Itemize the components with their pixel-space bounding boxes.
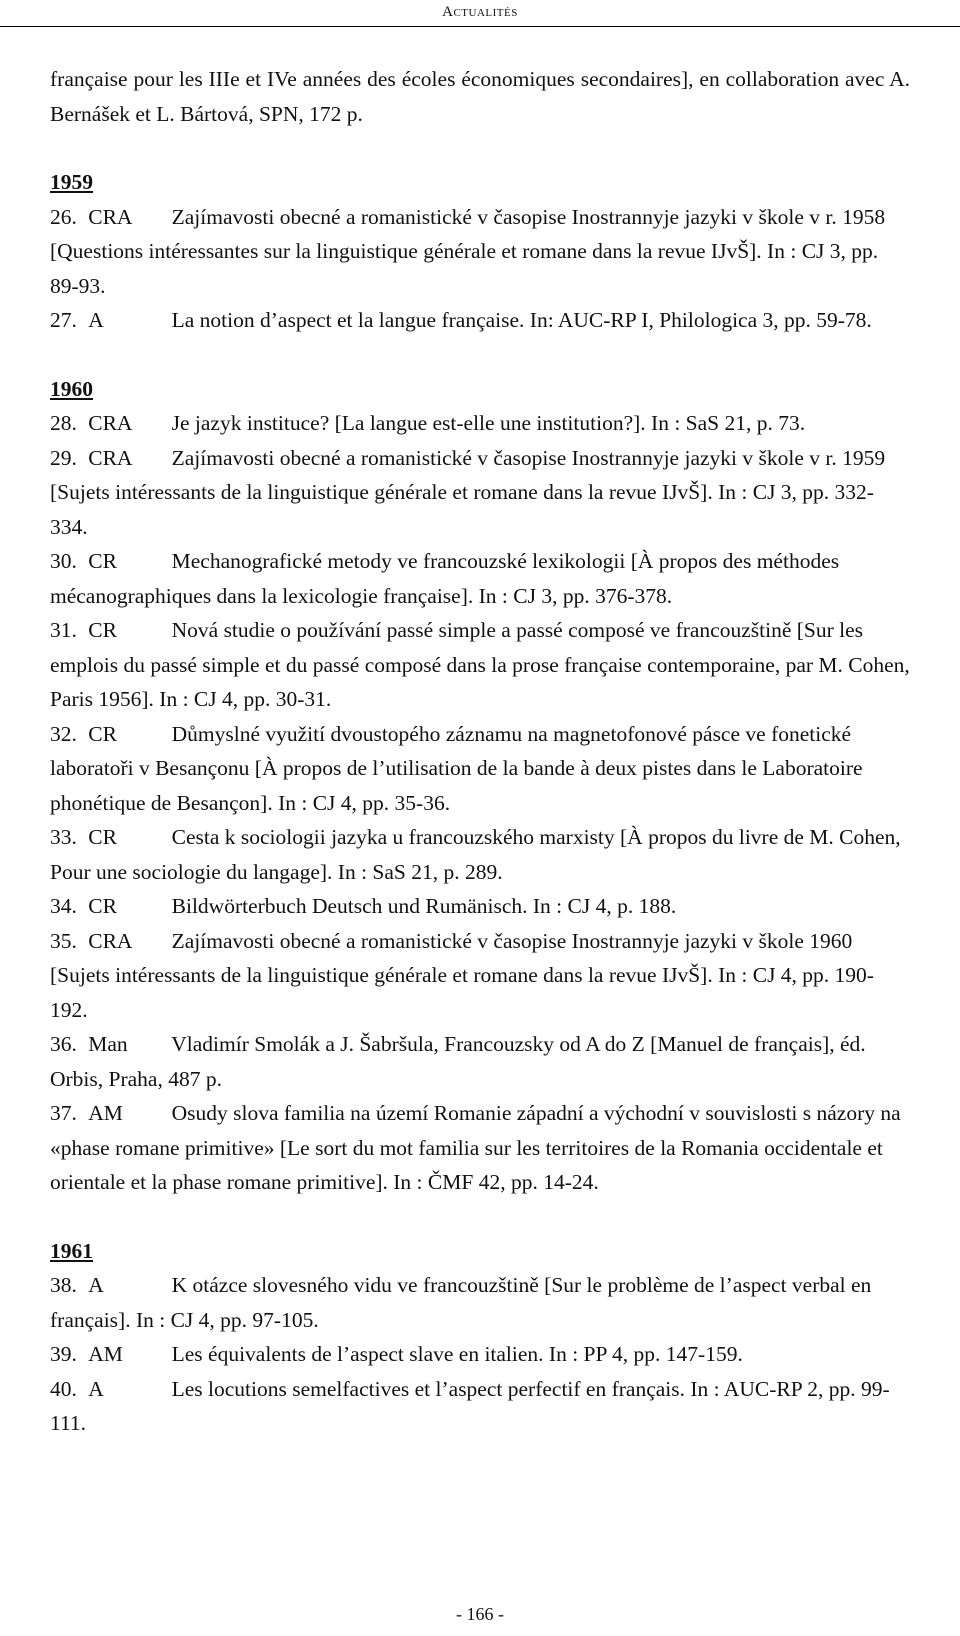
bibliography-entry bbox=[50, 613, 910, 717]
page-number: - 166 - bbox=[456, 1604, 504, 1624]
bibliography-entry bbox=[50, 1337, 910, 1372]
entry-code: CR bbox=[88, 825, 117, 849]
entry-text: Mechanografické metody ve francouzské lexikologii [À propos des méthodes mécanographiques dans la lexicologie française]. In : CJ 3, pp. 376-378. bbox=[50, 549, 840, 608]
year-heading: 1959 bbox=[50, 170, 93, 194]
entry-text: Nová studie o používání passé simple a passé composé ve francouzštině [Sur les emplois du passé simple et du passé composé dans la prose française contemporaine, par M. Cohen, Paris 1956]. In : CJ 4, pp. 30-31. bbox=[50, 618, 910, 711]
entry-number: 36. bbox=[50, 1032, 77, 1056]
bibliography-entry bbox=[50, 1027, 910, 1096]
entry-number: 29. bbox=[50, 445, 77, 470]
bibliography-entry bbox=[50, 1096, 910, 1200]
entry-number: 27. bbox=[50, 308, 77, 332]
bibliography-entry bbox=[50, 544, 910, 613]
entry-text: Vladimír Smolák a J. Šabršula, Francouzsky od A do Z [Manuel de français], éd. Orbis, Praha, 487 p. bbox=[50, 1032, 866, 1091]
entry-code: CRA bbox=[88, 204, 133, 229]
entry-code: CR bbox=[88, 721, 117, 746]
entry-text: K otázce slovesného vidu ve francouzštině [Sur le problème de l’aspect verbal en français]. In : CJ 4, pp. 97-105. bbox=[50, 1273, 872, 1332]
entry-number: 33. bbox=[50, 825, 77, 849]
entry-number: 28. bbox=[50, 411, 77, 435]
entry-code: CR bbox=[88, 894, 117, 918]
entry-text: Zajímavosti obecné a romanistické v časopise Inostrannyje jazyki v škole v r. 1959 [Sujets intéressants de la linguistique générale et romane dans la revue IJvŠ]. In : CJ 3, pp. 332-334. bbox=[50, 445, 886, 539]
bibliography-entry bbox=[50, 1268, 910, 1337]
entry-text: Les équivalents de l’aspect slave en italien. In : PP 4, pp. 147-159. bbox=[171, 1342, 743, 1366]
entry-code: CRA bbox=[88, 411, 133, 435]
header-rule bbox=[0, 26, 960, 27]
entry-text: La notion d’aspect et la langue française. In: AUC-RP I, Philologica 3, pp. 59-78. bbox=[171, 308, 872, 332]
running-header: Actualités bbox=[442, 4, 518, 20]
entry-code: A bbox=[88, 308, 104, 332]
entry-text: Cesta k sociologii jazyka u francouzského marxisty [À propos du livre de M. Cohen, Pour une sociologie du langage]. In : SaS 21, p. 289. bbox=[50, 825, 901, 884]
entry-number: 35. bbox=[50, 928, 77, 953]
page-content bbox=[50, 62, 910, 1441]
year-heading: 1961 bbox=[50, 1238, 93, 1263]
bibliography-entry bbox=[50, 200, 910, 304]
entry-code: AM bbox=[88, 1342, 123, 1366]
entry-number: 38. bbox=[50, 1273, 77, 1297]
entry-text: Zajímavosti obecné a romanistické v časopise Inostrannyje jazyki v škole 1960 [Sujets intéressants de la linguistique générale et romane dans la revue IJvŠ]. In : CJ 4, pp. 190-192. bbox=[50, 928, 874, 1022]
entry-text: Důmyslné využití dvoustopého záznamu na magnetofonové pásce ve fonetické laboratoři v Besançonu [À propos de l’utilisation de la bande à deux pistes dans le Laboratoire phonétique de Besançon]. In : CJ 4, pp. 35-36. bbox=[50, 721, 863, 815]
bibliography-entry bbox=[50, 924, 910, 1028]
bibliography-entry bbox=[50, 1372, 910, 1441]
bibliography-entry bbox=[50, 441, 910, 545]
entry-text: Je jazyk instituce? [La langue est-elle une institution?]. In : SaS 21, p. 73. bbox=[171, 411, 806, 435]
entry-number: 32. bbox=[50, 721, 77, 746]
entry-number: 34. bbox=[50, 894, 77, 918]
bibliography-entry bbox=[50, 303, 910, 338]
entry-text: Les locutions semelfactives et l’aspect perfectif en français. In : AUC-RP 2, pp. 99-111. bbox=[50, 1376, 890, 1435]
entry-text: Bildwörterbuch Deutsch und Rumänisch. In : CJ 4, p. 188. bbox=[171, 894, 677, 918]
entry-number: 30. bbox=[50, 549, 77, 573]
entry-code: CRA bbox=[88, 928, 133, 953]
entry-number: 40. bbox=[50, 1376, 77, 1401]
entry-number: 37. bbox=[50, 1101, 77, 1125]
entry-code: A bbox=[88, 1376, 104, 1401]
entry-number: 39. bbox=[50, 1342, 77, 1366]
entry-code: Man bbox=[88, 1032, 128, 1056]
year-heading: 1960 bbox=[50, 376, 93, 401]
bibliography-entry bbox=[50, 889, 910, 924]
entry-code: AM bbox=[88, 1101, 123, 1125]
bibliography-entry bbox=[50, 406, 910, 441]
entry-number: 31. bbox=[50, 618, 77, 642]
entry-code: A bbox=[88, 1273, 104, 1297]
bibliography-entry bbox=[50, 717, 910, 821]
entry-text: Osudy slova familia na území Romanie západní a východní v souvislosti s názory na «phase romane primitive» [Le sort du mot familia sur les territoires de la Romania occidentale et orientale et la phase romane primitive]. In : ČMF 42, pp. 14-24. bbox=[50, 1101, 901, 1194]
intro-paragraph: française pour les IIIe et IVe années des écoles économiques secondaires], en collaboration avec A. Bernášek et L. Bártová, SPN, 172 p. bbox=[50, 67, 910, 126]
bibliography-entry bbox=[50, 820, 910, 889]
entry-code: CR bbox=[88, 549, 117, 573]
entry-text: Zajímavosti obecné a romanistické v časopise Inostrannyje jazyki v škole v r. 1958 [Questions intéressantes sur la linguistique générale et romane dans la revue IJvŠ]. In : CJ 3, pp. 89-93. bbox=[50, 204, 886, 298]
entry-code: CR bbox=[88, 618, 117, 642]
entry-code: CRA bbox=[88, 445, 133, 470]
entry-number: 26. bbox=[50, 204, 77, 229]
